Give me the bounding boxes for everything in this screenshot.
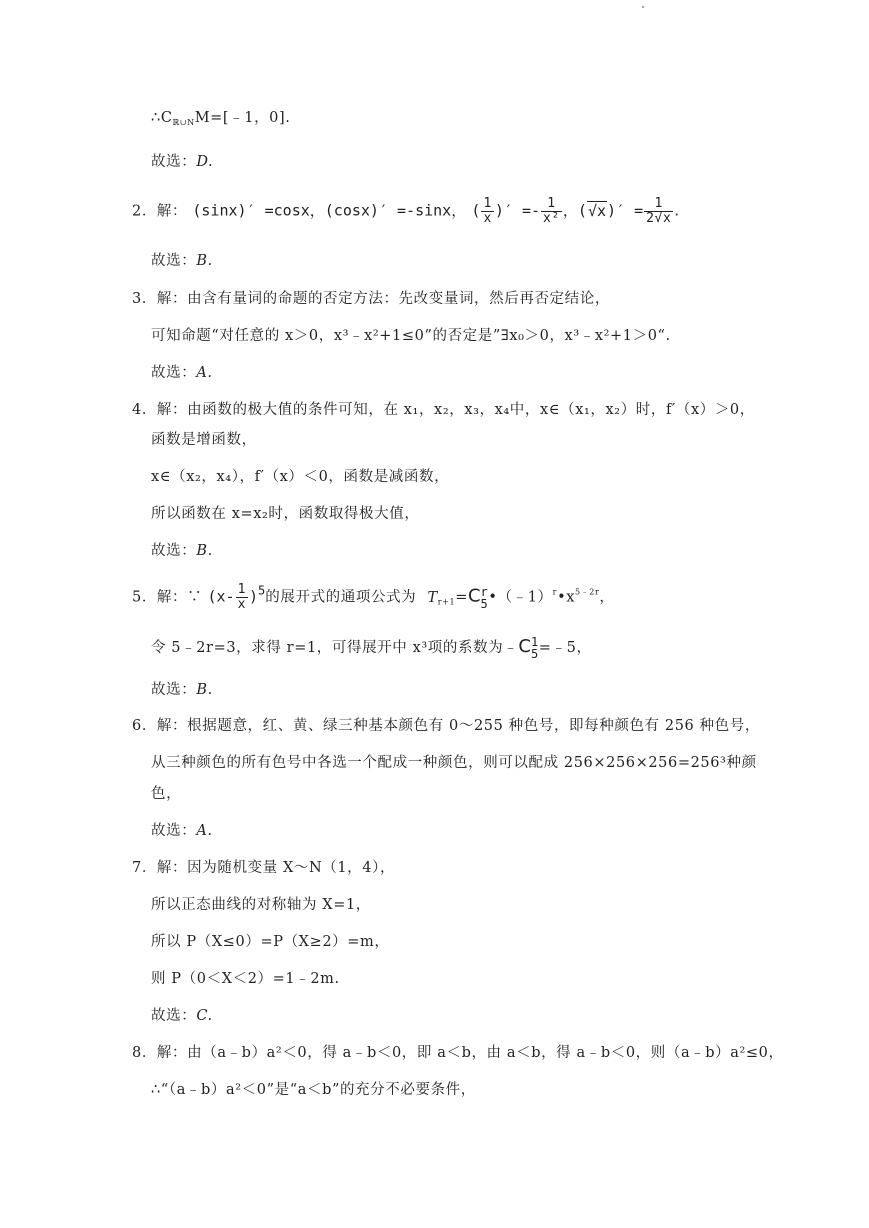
equals: =	[455, 589, 468, 606]
question-number: 5．解：	[132, 589, 188, 606]
because-symbol: ∵	[187, 589, 203, 606]
answer-value: B.	[196, 682, 213, 698]
question-number: 3．解：	[132, 291, 188, 307]
sqrt-x: √x	[587, 201, 606, 220]
question-3	[132, 289, 610, 309]
question-6-line-2	[151, 753, 757, 773]
question-text: ∴“（a﹣b）a²＜0”是“a＜b”的充分不必要条件，	[151, 1082, 476, 1098]
answer-value: A.	[196, 365, 213, 381]
term-x: •x	[557, 589, 575, 606]
answer-6	[151, 821, 213, 841]
answer-3	[151, 363, 213, 383]
term-factor-exp: r	[552, 587, 558, 597]
question-text: 的展开式的通项公式为	[265, 589, 417, 606]
answer-label: 故选：	[151, 543, 197, 559]
question-7	[132, 858, 395, 878]
question-2	[132, 197, 680, 226]
answer-label: 故选：	[151, 823, 197, 839]
answer-label: 故选：	[151, 365, 197, 381]
binomial-power: 5	[258, 583, 266, 598]
question-7-line-2	[151, 895, 371, 915]
fraction-1-over-2sqrtx: $\frac{1}{2√x}$	[646, 196, 672, 226]
fraction-1-over-x: $\frac{1}{x}$	[483, 196, 492, 226]
answer-value: C.	[196, 1008, 213, 1024]
derivative-eq: )′ =-	[494, 201, 541, 220]
question-3-line-2	[151, 326, 671, 346]
answer-label: 故选：	[151, 682, 197, 698]
combination-c: C	[467, 585, 481, 607]
question-text: 由（a﹣b）a²＜0，得 a﹣b＜0，即 a＜b，由 a＜b，得 a﹣b＜0，则（a﹣b）a²≤0，	[187, 1045, 784, 1061]
combination-c: C	[518, 636, 531, 657]
complement-subscript: ℝ∪N	[172, 118, 195, 127]
question-6	[132, 716, 760, 736]
question-8	[132, 1043, 784, 1063]
page-mark	[642, 6, 644, 8]
question-4-line-3	[151, 467, 449, 487]
question-text: 所以正态曲线的对称轴为 X=1，	[151, 897, 371, 913]
answer-1	[151, 152, 213, 172]
binomial-open: (x-	[207, 587, 235, 606]
binomial-close: )	[249, 587, 259, 606]
answer-7	[151, 1006, 213, 1026]
question-text: x∈（x₂，x₄），f′（x）＜0，函数是减函数，	[151, 469, 450, 485]
answer-label: 故选：	[151, 1008, 197, 1024]
answer-value: B.	[196, 543, 213, 559]
question-5	[132, 583, 615, 612]
question-4-line-4	[151, 504, 419, 524]
question-number: 4．解：	[132, 402, 188, 418]
question-6-line-3	[151, 784, 181, 804]
question-text: 函数是增函数，	[151, 432, 257, 448]
fraction-1-over-x: $\frac{1}{x}$	[237, 582, 246, 612]
derivative-sin-cos: (sinx)′ =cosx，(cosx)′ =-sinx，	[192, 201, 467, 220]
question-text: 色，	[151, 786, 182, 802]
line-complement	[151, 108, 290, 128]
question-text: 则 P（0＜X＜2）=1﹣2m.	[151, 971, 340, 987]
question-8-line-2	[151, 1080, 476, 1100]
answer-label: 故选：	[151, 154, 197, 170]
paren-open-2: ，(	[562, 201, 587, 220]
answer-value: D.	[196, 154, 214, 170]
question-number: 8．解：	[132, 1045, 188, 1061]
question-text: 由函数的极大值的条件可知，在 x₁，x₂，x₃，x₄中，x∈（x₁，x₂）时，f′（x）＞0，	[187, 402, 755, 418]
question-4-line-2	[151, 430, 257, 450]
question-text: 由含有量词的命题的否定方法：先改变量词，然后再否定结论，	[187, 291, 610, 307]
question-7-line-3	[151, 932, 389, 952]
complement-result: M=[﹣1，0].	[194, 110, 291, 126]
therefore-c: ∴C	[151, 110, 173, 126]
term-t: T	[427, 589, 438, 606]
question-text: 可知命题“对任意的 x＞0，x³﹣x²+1≤0”的否定是”∃x₀＞0，x³﹣x²+1＞0“.	[151, 328, 671, 344]
question-text: 令 5﹣2r=3，求得 r=1，可得展开中 x³项的系数为﹣	[151, 640, 519, 656]
answer-5	[151, 680, 213, 700]
question-text: 因为随机变量 X～N（1，4），	[187, 860, 396, 876]
term-factor: •（﹣1）	[488, 589, 553, 606]
question-text: 所以 P（X≤0）=P（X≥2）=m，	[151, 934, 390, 950]
question-text: 所以函数在 x=x₂时，函数取得极大值，	[151, 506, 420, 522]
term-subscript: r+1	[437, 597, 456, 607]
question-5-line-2	[151, 636, 592, 660]
question-text: 从三种颜色的所有色号中各选一个配成一种颜色，则可以配成 256×256×256=256³种颜	[151, 755, 757, 771]
answer-4	[151, 541, 213, 561]
comma: ，	[599, 589, 615, 606]
fraction-1-over-x2: $\frac{1}{\text{x²}}$	[543, 196, 560, 226]
question-7-line-4	[151, 969, 340, 989]
combination-indices: r 5	[480, 584, 489, 611]
question-number: 6．解：	[132, 718, 188, 734]
period: .	[674, 203, 680, 220]
derivative-eq-2: )′ =	[607, 201, 644, 220]
answer-value: A.	[196, 823, 213, 839]
question-text-end: =﹣5，	[538, 640, 592, 656]
answer-value: B.	[196, 253, 213, 269]
question-number: 7．解：	[132, 860, 188, 876]
term-x-exp: 5﹣2r	[575, 587, 600, 597]
answer-2	[151, 251, 213, 271]
question-4	[132, 400, 755, 420]
combination-indices: 1 5	[530, 635, 539, 661]
question-text: 根据题意，红、黄、绿三种基本颜色有 0～255 种色号，即每种颜色有 256 种色号，	[187, 718, 760, 734]
question-number: 2．解：	[132, 203, 188, 220]
paren-open: (	[471, 201, 481, 220]
answer-label: 故选：	[151, 253, 197, 269]
